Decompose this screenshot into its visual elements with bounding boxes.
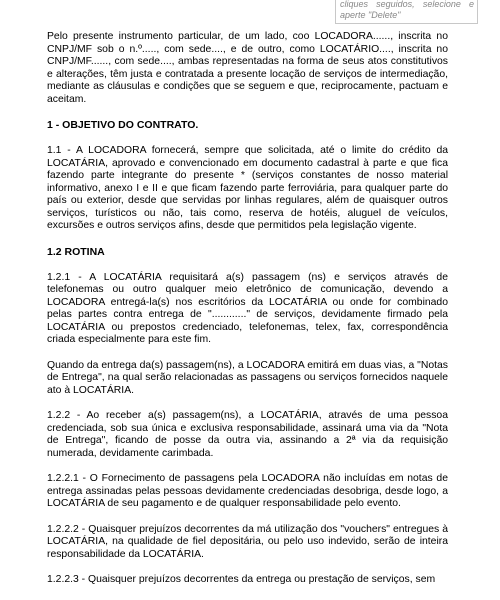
- section-heading-objetivo: 1 - OBJETIVO DO CONTRATO.: [47, 119, 199, 131]
- intro-paragraph: Pelo presente instrumento particular, de um lado, coo LOCADORA......, inscrita no CNPJ/MF sob o n.º....., com sede...., e de outro, como LOCATÁRIO...., inscrita no CNPJ/MF......, com sede...., ambas representadas na forma de seus atos constitutivos e alterações, têm justa e contratada a presente locação de serviços de intermediação, mediante as cláusulas e condições que se seguem e que, reciprocamente, pactuam e aceitam.: [47, 31, 448, 105]
- clause-1-2-2: 1.2.2 - Ao receber a(s) passagem(ns), a LOCATÁRIA, através de uma pessoa credenciada, sob sua única e exclusiva responsabilidade, assinará uma via da "Nota de Entrega", ficando de posse da outra via, assinando a 2ª via da requisição numerada, devidamente carimbada.: [47, 410, 448, 459]
- clause-1-2-2-2: 1.2.2.2 - Quaisquer prejuízos decorrentes da má utilização dos "vouchers" entregues à LOCATÁRIA, na qualidade de fiel depositária, ou pelo uso indevido, serão de inteira responsabilidade da LOCATÁRIA.: [47, 523, 448, 560]
- clause-1-2-1: 1.2.1 - A LOCATÁRIA requisitará a(s) passagem (ns) e serviços através de telefonemas ou outro qualquer meio eletrônico de comunicação, devendo a LOCADORA entregá-la(s) nos escritórios da LOCATÁRIA ou onde for combinado pelas partes contra entrega de "............" de serviços, devidamente firmado pela LOCATÁRIA ou prepostos credenciado, telefonemas, telex, fax, correspondência criada especialmente para este fim.: [47, 271, 448, 345]
- instruction-note: cliques seguidos, selecione e aperte "Delete": [335, 0, 478, 24]
- clause-1-1: 1.1 - A LOCADORA fornecerá, sempre que solicitada, até o limite do crédito da LOCATÁRIA, aprovado e convencionado em documento cadastral à parte e que fica fazendo parte integrante do presente * (serviços constantes de nosso material informativo, anexo I e II e que ficam fazendo parte ferroviária, para qualquer parte do país ou exterior, desde que servidas por linhas regulares, além de quaisquer outros serviços, turísticos ou não, tais como, reserva de hotéis, aluguel de veículos, excursões e outros serviços afins, desde que permitidos pela legislação vigente.: [47, 145, 448, 231]
- section-heading-rotina: 1.2 ROTINA: [47, 245, 105, 258]
- clause-1-2-2-3: 1.2.2.3 - Quaisquer prejuízos decorrentes da entrega ou prestação de serviços, sem: [47, 574, 436, 585]
- paragraph-notas-entrega: Quando da entrega da(s) passagem(ns), a LOCADORA emitirá em duas vias, a "Notas de Entrega", na qual serão relacionadas as passagens ou serviços fornecidos naquele ato à LOCATÁRIA.: [47, 359, 448, 396]
- contract-body: [47, 31, 448, 600]
- clause-1-2-2-1: 1.2.2.1 - O Fornecimento de passagens pela LOCADORA não incluídas em notas de entrega assinadas pelas pessoas devidamente credenciadas desobriga, desde logo, a LOCATÁRIA de seu pagamento e de qualquer responsabilidade pelo evento.: [47, 473, 448, 509]
